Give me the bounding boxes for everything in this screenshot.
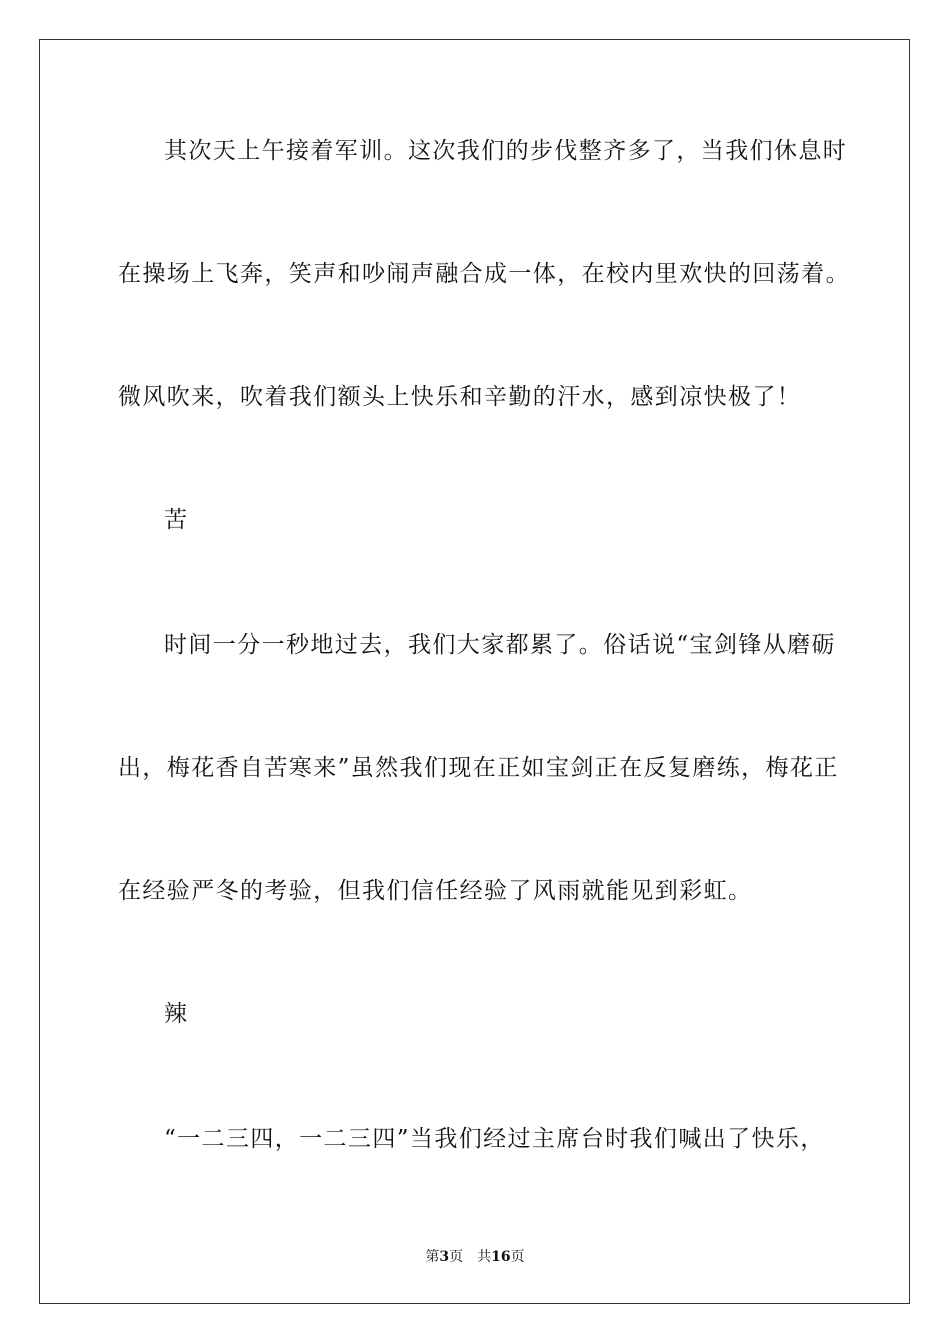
section-heading-bitter: 苦 — [164, 507, 189, 533]
page-frame — [39, 39, 910, 1304]
footer-page-suffix: 页 — [449, 1249, 464, 1265]
footer-page-prefix: 第 — [425, 1249, 440, 1265]
footer-page-number: 3 — [439, 1249, 450, 1265]
footer-total-prefix: 共 — [477, 1249, 492, 1265]
section-heading-spicy: 辣 — [164, 1001, 189, 1027]
page-footer — [0, 1248, 950, 1266]
paragraph-line: 其次天上午接着军训。这次我们的步伐整齐多了，当我们休息时 — [164, 138, 848, 164]
paragraph-line: “一二三四，一二三四”当我们经过主席台时我们喊出了快乐， — [164, 1126, 825, 1152]
footer-total-suffix: 页 — [510, 1249, 525, 1265]
paragraph-line: 出，梅花香自苦寒来”虽然我们现在正如宝剑正在反复磨练，梅花正 — [118, 755, 839, 781]
footer-total-number: 16 — [491, 1249, 511, 1265]
paragraph-line: 在经验严冬的考验，但我们信任经验了风雨就能见到彩虹。 — [118, 878, 753, 904]
paragraph-line: 在操场上飞奔，笑声和吵闹声融合成一体，在校内里欢快的回荡着。 — [118, 261, 850, 287]
paragraph-line: 微风吹来，吹着我们额头上快乐和辛勤的汗水，感到凉快极了！ — [118, 384, 802, 410]
paragraph-line: 时间一分一秒地过去，我们大家都累了。俗话说“宝剑锋从磨砺 — [164, 632, 836, 658]
